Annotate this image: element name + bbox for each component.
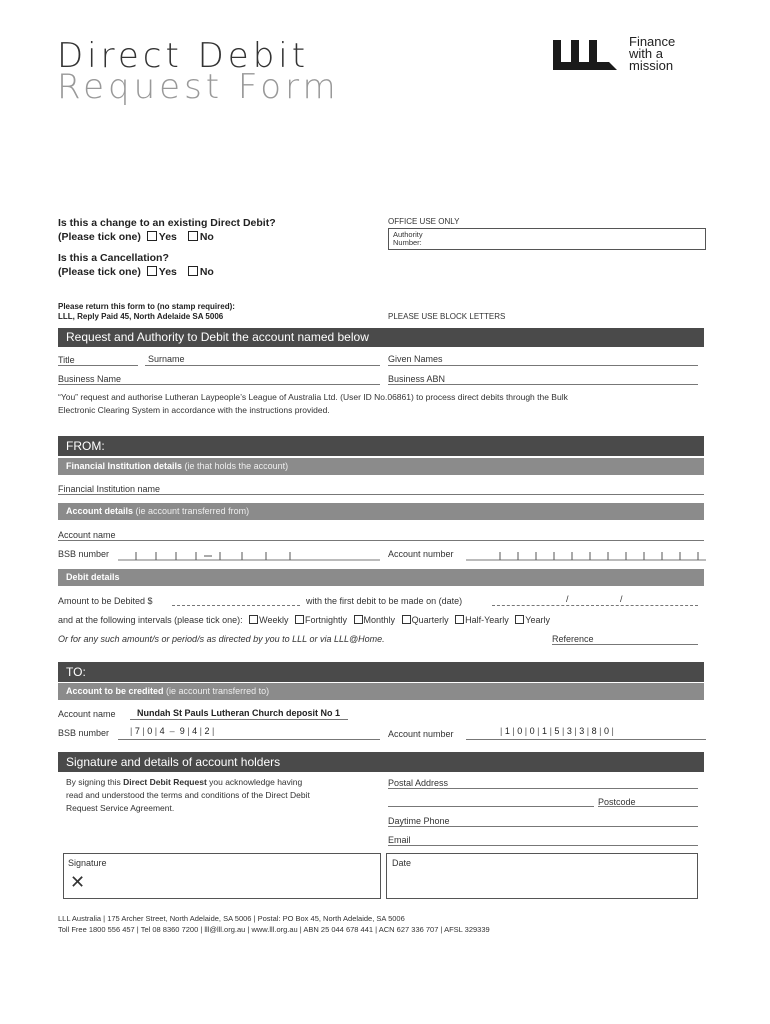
form-title-line2: Request Form — [57, 67, 340, 107]
return-info — [58, 302, 235, 322]
given-names-label: Given Names — [388, 354, 443, 364]
surname-field[interactable] — [145, 365, 380, 366]
from-bsb-label: BSB number — [58, 549, 110, 559]
business-abn-field[interactable] — [388, 384, 698, 385]
change-no-label: No — [199, 231, 214, 243]
to-bsb-label: BSB number — [58, 728, 110, 738]
authority-text-2: Electronic Clearing System in accordance with the instructions provided. — [58, 405, 330, 415]
to-bsb-field[interactable] — [118, 739, 380, 740]
amount-label: Amount to be Debited $ — [58, 596, 153, 606]
postcode-label: Postcode — [598, 797, 636, 807]
account-details-sub: (ie account transferred from) — [135, 506, 250, 516]
postal-address-label: Postal Address — [388, 778, 449, 788]
change-tick-row — [58, 231, 214, 243]
weekly-label: Weekly — [259, 615, 289, 625]
footer — [58, 913, 490, 935]
acct-digit-3: 0 — [529, 726, 535, 736]
reference-field[interactable] — [552, 644, 698, 645]
authority-label-2: Number: — [393, 238, 422, 247]
business-abn-label: Business ABN — [388, 374, 446, 384]
half-yearly-label: Half-Yearly — [465, 615, 509, 625]
footer-line-1: LLL Australia | 175 Archer Street, North Adelaide, SA 5006 | Postal: PO Box 45, North Adelaide, SA 5006 — [58, 914, 405, 923]
change-yes-label: Yes — [158, 231, 177, 243]
postal-address-field-1[interactable] — [388, 788, 698, 789]
form-title-line1: Direct Debit — [57, 36, 310, 76]
intervals-row — [58, 615, 550, 626]
cancel-tick-label: (Please tick one) — [58, 266, 141, 278]
yearly-checkbox[interactable] — [515, 615, 524, 624]
date-separator-1: / — [566, 594, 569, 604]
quarterly-checkbox[interactable] — [402, 615, 411, 624]
account-details-title: Account details — [66, 506, 134, 516]
fi-details-sub: (ie that holds the account) — [184, 461, 289, 471]
intervals-label: and at the following intervals (please tick one): — [58, 615, 243, 625]
to-account-name-value: Nundah St Pauls Lutheran Church deposit No 1 — [137, 708, 341, 718]
from-bsb-field[interactable] — [118, 548, 380, 562]
daytime-phone-field[interactable] — [388, 826, 698, 827]
monthly-label: Monthly — [363, 615, 396, 625]
bsb-digit-1: 7 — [134, 726, 140, 736]
business-name-field[interactable] — [58, 384, 380, 385]
first-debit-date-field[interactable] — [492, 605, 698, 606]
reference-label: Reference — [552, 634, 594, 644]
acct-digit-6: 3 — [566, 726, 572, 736]
postcode-field[interactable] — [598, 806, 698, 807]
authority-paragraph — [58, 391, 708, 417]
acct-digit-5: 5 — [554, 726, 560, 736]
fi-name-label: Financial Institution name — [58, 484, 161, 494]
cancel-yes-label: Yes — [158, 266, 177, 278]
title-label: Title — [58, 355, 75, 365]
bsb-digit-4: 9 — [179, 726, 185, 736]
logo-tagline-3: mission — [629, 58, 674, 73]
account-credited-bar — [58, 683, 704, 700]
amount-field[interactable] — [172, 605, 300, 606]
to-account-number-label: Account number — [388, 729, 454, 739]
bsb-digit-5: 4 — [192, 726, 198, 736]
to-account-name-label: Account name — [58, 709, 116, 719]
account-details-bar — [58, 503, 704, 520]
authority-text-1: “You” request and authorise Lutheran Laypeople’s League of Australia Ltd. (User ID No.06861) to process direct debits through the Bulk — [58, 392, 568, 402]
fi-name-field[interactable] — [58, 494, 704, 495]
to-heading: TO: — [58, 662, 704, 682]
change-yes-checkbox[interactable] — [147, 231, 157, 241]
postal-address-field-2[interactable] — [388, 806, 594, 807]
to-account-digits: | 1 | 0 | 0 | 1 | 5 | 3 | 3 | 8 | 0 | — [500, 726, 614, 736]
debit-details-bar — [58, 569, 704, 586]
bsb-digit-6: 2 — [204, 726, 210, 736]
signature-text — [66, 776, 376, 815]
from-account-name-label: Account name — [58, 530, 116, 540]
from-account-name-field[interactable] — [58, 540, 704, 541]
to-account-number-field[interactable] — [466, 739, 706, 740]
cancel-yes-checkbox[interactable] — [147, 266, 157, 276]
or-directed-text: Or for any such amount/s or period/s as directed by you to LLL or via LLL@Home. — [58, 634, 385, 644]
fi-details-title: Financial Institution details — [66, 461, 183, 471]
monthly-checkbox[interactable] — [354, 615, 363, 624]
logo-tagline-2: with a — [629, 46, 663, 61]
return-line-2: LLL, Reply Paid 45, North Adelaide SA 5006 — [58, 312, 224, 321]
account-credited-sub: (ie account transferred to) — [166, 686, 270, 696]
from-heading: FROM: — [58, 436, 704, 456]
acct-digit-2: 0 — [517, 726, 523, 736]
acct-digit-9: 0 — [603, 726, 609, 736]
signature-text-2: read and understood the terms and conditions of the Direct Debit — [66, 790, 310, 800]
from-account-number-label: Account number — [388, 549, 454, 559]
half-yearly-checkbox[interactable] — [455, 615, 464, 624]
lll-logo-icon — [551, 38, 621, 72]
logo-tagline — [629, 36, 675, 72]
cancel-no-checkbox[interactable] — [188, 266, 198, 276]
surname-label: Surname — [148, 354, 185, 364]
yearly-label: Yearly — [525, 615, 550, 625]
cancel-no-label: No — [199, 266, 214, 278]
email-label: Email — [388, 835, 411, 845]
account-credited-title: Account to be credited — [66, 686, 164, 696]
change-tick-label: (Please tick one) — [58, 231, 141, 243]
signature-text-1: By signing this Direct Debit Request you acknowledge having — [66, 777, 303, 787]
bsb-digit-2: 0 — [147, 726, 153, 736]
sign-here-mark: ✕ — [70, 872, 86, 892]
footer-line-2: Toll Free 1800 556 457 | Tel 08 8360 7200 | lll@lll.org.au | www.lll.org.au | ABN 25 044 678 441 | ACN 627 336 707 | AFSL 329339 — [58, 925, 490, 934]
signature-label: Signature — [68, 858, 107, 868]
date-separator-2: / — [620, 594, 623, 604]
fortnightly-checkbox[interactable] — [295, 615, 304, 624]
from-account-number-field[interactable] — [466, 548, 706, 562]
title-field[interactable] — [58, 365, 138, 366]
acct-digit-8: 8 — [591, 726, 597, 736]
acct-digit-1: 1 — [504, 726, 510, 736]
to-account-name-field[interactable] — [130, 719, 348, 720]
debit-details-title: Debit details — [66, 572, 120, 582]
signature-heading: Signature and details of account holders — [58, 752, 704, 772]
date-box[interactable] — [386, 853, 698, 899]
cancel-tick-row — [58, 266, 214, 278]
acct-digit-7: 3 — [579, 726, 585, 736]
given-names-field[interactable] — [388, 365, 698, 366]
change-question: Is this a change to an existing Direct Debit? — [58, 217, 276, 229]
change-no-checkbox[interactable] — [188, 231, 198, 241]
cancel-question: Is this a Cancellation? — [58, 252, 169, 264]
daytime-phone-label: Daytime Phone — [388, 816, 450, 826]
bsb-digit-3: 4 — [159, 726, 165, 736]
block-letters-note: PLEASE USE BLOCK LETTERS — [388, 312, 506, 321]
email-field[interactable] — [388, 845, 698, 846]
weekly-checkbox[interactable] — [249, 615, 258, 624]
to-bsb-digits: | 7 | 0 | 4 – 9 | 4 | 2 | — [130, 726, 215, 736]
business-name-label: Business Name — [58, 374, 122, 384]
date-label: Date — [392, 858, 412, 868]
authority-label-1: Authority — [393, 230, 423, 239]
quarterly-label: Quarterly — [411, 615, 449, 625]
fi-details-bar — [58, 458, 704, 475]
fortnightly-label: Fortnightly — [304, 615, 348, 625]
logo-tagline-1: Finance — [629, 34, 676, 49]
first-debit-label: with the first debit to be made on (date) — [306, 596, 463, 606]
return-line-1: Please return this form to (no stamp required): — [58, 302, 235, 311]
acct-digit-4: 1 — [542, 726, 548, 736]
signature-box[interactable] — [63, 853, 381, 899]
request-heading: Request and Authority to Debit the account named below — [58, 328, 704, 347]
authority-number-box[interactable] — [388, 228, 706, 250]
signature-text-3: Request Service Agreement. — [66, 803, 175, 813]
office-use-label: OFFICE USE ONLY — [388, 217, 460, 226]
